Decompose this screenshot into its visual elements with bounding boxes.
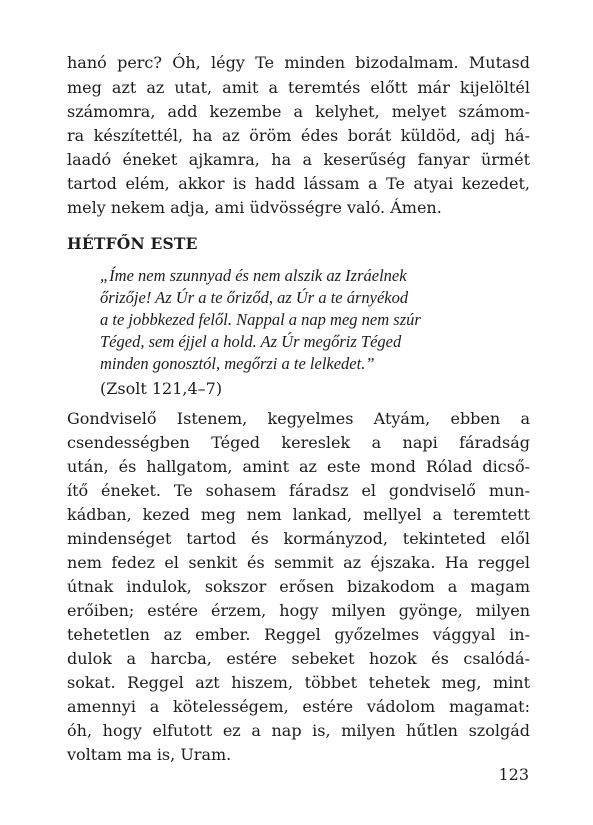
main-line: amennyi a kötelességem, estére vádolom magamat: (67, 697, 530, 716)
quote-line: „Íme nem szunnyad és nem alszik az Izráelnek (100, 266, 407, 285)
intro-line: meg azt az utat, amit a teremtés előtt már kijelöltél (67, 78, 530, 97)
main-line: dulok a harcba, estére sebeket hozok és csalódá- (67, 649, 530, 668)
quote-line: minden gonosztól, megőrzi a te lelkedet.” (100, 354, 375, 373)
quote-line: őrizője! Az Úr a te őriződ, az Úr a te árnyékod (100, 288, 409, 307)
intro-line: ra készítettél, ha az öröm édes borát küldöd, adj há- (67, 126, 530, 145)
section-heading: HÉTFŐN ESTE (67, 234, 198, 253)
main-line: óh, hogy elfutott ez a nap is, milyen hűtlen szolgád (67, 721, 530, 740)
quote-citation: (Zsolt 121,4–7) (100, 379, 223, 398)
intro-line: mely nekem adja, ami üdvösségre való. Ámen. (67, 198, 442, 217)
intro-line: tartod elém, akkor is hadd lássam a Te atyai kezedet, (67, 174, 530, 193)
main-line: voltam ma is, Uram. (67, 745, 232, 764)
main-line: csendességben Téged kereslek a napi fáradság (67, 433, 530, 452)
main-line: ítő éneket. Te sohasem fáradsz el gondviselő mun- (67, 481, 530, 500)
intro-line: laadó éneket ajkamra, ha a keserűség fanyar ürmét (67, 150, 530, 169)
main-line: kádban, kezed meg nem lankad, mellyel a teremtett (67, 505, 530, 524)
page-number: 123 (498, 765, 529, 784)
main-line: tehetetlen az ember. Reggel győzelmes vággyal in- (67, 625, 530, 644)
main-line: mindenséget tartod és kormányzod, tekinteted elől (67, 529, 530, 548)
quote-line: a te jobbkezed felől. Nappal a nap meg nem szúr (100, 310, 421, 329)
main-line: Gondviselő Istenem, kegyelmes Atyám, ebben a (67, 409, 530, 428)
main-line: sokat. Reggel azt hiszem, többet tehetek meg, mint (67, 673, 530, 692)
main-line: útnak indulok, sokszor erősen bizakodom a magam (67, 577, 530, 596)
main-line: erőiben; estére érzem, hogy milyen gyönge, milyen (67, 601, 530, 620)
main-line: után, és hallgatom, amint az este mond Rólad dicső- (67, 457, 530, 476)
quote-line: Téged, sem éjjel a hold. Az Úr megőriz Téged (100, 332, 402, 351)
main-line: nem fedez el senkit és semmit az éjszaka. Ha reggel (67, 553, 530, 572)
intro-line: hanó perc? Óh, légy Te minden bizodalmam. Mutasd (67, 53, 530, 72)
intro-line: számomra, add kezembe a kelyhet, melyet számom- (67, 102, 530, 121)
